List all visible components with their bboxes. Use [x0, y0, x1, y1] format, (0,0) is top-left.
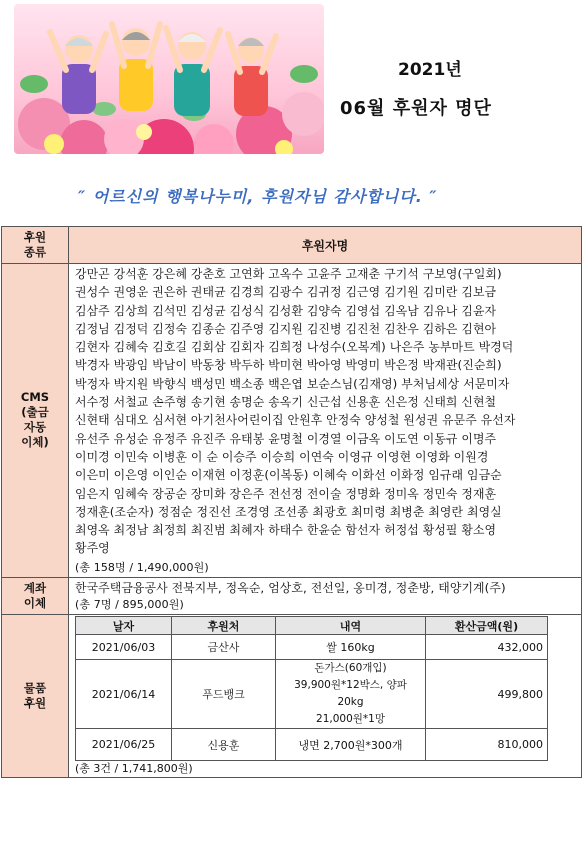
cms-name-line: 이미경 이민숙 이병훈 이 순 이승주 이승희 이연숙 이영규 이영현 이영화 이원경	[75, 449, 489, 464]
goods-header-date: 날자	[76, 617, 172, 635]
report-title: 06월 후원자 명단	[340, 98, 492, 119]
cms-label-cell	[2, 264, 69, 578]
cms-name-line: 황주영	[75, 541, 110, 556]
table-row	[76, 729, 548, 761]
cms-name-line: 박경자 박광임 박남이 박동창 박두하 박미현 박아영 박영미 박은정 박재관(진순희)	[75, 358, 502, 373]
goods-label-cell	[2, 615, 69, 778]
cms-name-line: 최영옥 최정남 최정희 최진범 최혜자 하태수 한윤순 함선자 허정섭 황성필 황소영	[75, 523, 497, 538]
goods-amount: 810,000	[426, 729, 548, 761]
goods-label: 물품 후원	[23, 681, 47, 711]
table-row	[76, 660, 548, 729]
col-header-type	[2, 227, 69, 264]
goods-table	[75, 616, 548, 761]
cms-name-line: 김삼주 김상희 김석민 김성균 김성식 김성환 김양숙 김영섭 김옥남 김유나 김윤자	[75, 303, 497, 318]
cms-name-line: 임은지 임혜숙 장공순 장미화 장은주 전선정 전이술 정명화 정미옥 정민숙 정재훈	[75, 486, 497, 501]
banner-illustration	[14, 4, 324, 154]
cms-name-line: 정재훈(조순자) 정점순 정진선 조경영 조선종 최광호 최미령 최병춘 최영란 최영실	[75, 504, 502, 519]
goods-date: 2021/06/25	[76, 729, 172, 761]
goods-header-amount: 환산금액(원)	[426, 617, 548, 635]
goods-row	[2, 615, 582, 778]
goods-detail: 돈가스(60개입) 39,900원*12박스, 양파 20kg 21,000원*1망	[276, 660, 426, 729]
transfer-names: 한국주택금융공사 전북지부, 정옥순, 엄상호, 전선일, 옹미경, 정춘방, 태양기계(주)	[75, 580, 506, 595]
goods-header-detail: 내역	[276, 617, 426, 635]
cms-name-line: 김현자 김혜숙 김호길 김회삼 김회자 김희정 나성수(오복계) 나은주 농부마트 박경덕	[75, 340, 514, 355]
goods-detail: 냉면 2,700원*300개	[276, 729, 426, 761]
cms-names-cell	[69, 264, 582, 578]
report-year: 2021년	[398, 60, 462, 80]
donor-table	[1, 226, 582, 778]
transfer-row	[2, 577, 582, 614]
goods-summary: (총 3건 / 1,741,800원)	[75, 762, 193, 776]
cms-summary: (총 158명 / 1,490,000원)	[75, 560, 209, 574]
table-header-row	[2, 227, 582, 264]
col-header-type-label: 후원 종류	[23, 230, 47, 259]
transfer-summary: (총 7명 / 895,000원)	[75, 598, 184, 612]
cms-label: CMS (출금 자동 이체)	[20, 390, 50, 450]
goods-detail: 쌀 160kg	[276, 635, 426, 660]
goods-date: 2021/06/14	[76, 660, 172, 729]
cms-name-line: 서수정 서철교 손주형 송기현 송명순 송옥기 신근섭 신용훈 신은정 신태희 신현철	[75, 395, 497, 410]
cms-row	[2, 264, 582, 578]
cms-name-line: 신현태 심대오 심서현 아기천사어린이집 안원후 안정숙 양성철 원성권 유문주 유선자	[75, 413, 516, 428]
transfer-names-cell	[69, 577, 582, 614]
goods-header-donor: 후원처	[172, 617, 276, 635]
goods-date: 2021/06/03	[76, 635, 172, 660]
cms-name-line: 이은미 이은영 이인순 이재현 이정훈(이복동) 이혜숙 이화선 이화정 임규래 임금순	[75, 468, 502, 483]
seniors-cheering-illustration	[14, 4, 324, 154]
goods-amount: 499,800	[426, 660, 548, 729]
thanks-slogan: ″ 어르신의 행복나누미, 후원자님 감사합니다. ″	[78, 187, 438, 206]
cms-name-line: 권성수 권영운 권은하 권태균 김경희 김광수 김귀정 김근영 김기원 김미란 김보금	[75, 285, 497, 300]
cms-name-line: 박정자 박지원 박향식 백성민 백소종 백은엽 보순스님(김재영) 부처님세상 서문미자	[75, 376, 510, 391]
cms-name-line: 유선주 유성순 유정주 유진주 유태봉 윤명철 이경열 이금옥 이도연 이동규 이명주	[75, 431, 497, 446]
col-header-names-label: 후원자명	[301, 238, 349, 253]
table-row	[76, 635, 548, 660]
transfer-label: 계좌 이체	[23, 580, 47, 610]
col-header-names	[69, 227, 582, 264]
cms-name-line: 김정님 김정덕 김정숙 김종순 김주영 김지원 김진병 김진천 김찬우 김하은 김현아	[75, 321, 497, 336]
goods-donor: 금산사	[172, 635, 276, 660]
goods-donor: 신용훈	[172, 729, 276, 761]
goods-donor: 푸드뱅크	[172, 660, 276, 729]
goods-amount: 432,000	[426, 635, 548, 660]
goods-header-row	[76, 617, 548, 635]
transfer-label-cell	[2, 577, 69, 614]
goods-cell	[69, 615, 582, 778]
cms-name-line: 강만곤 강석훈 강은혜 강춘호 고연화 고옥수 고윤주 고재춘 구기석 구보영(구일회)	[75, 267, 502, 281]
